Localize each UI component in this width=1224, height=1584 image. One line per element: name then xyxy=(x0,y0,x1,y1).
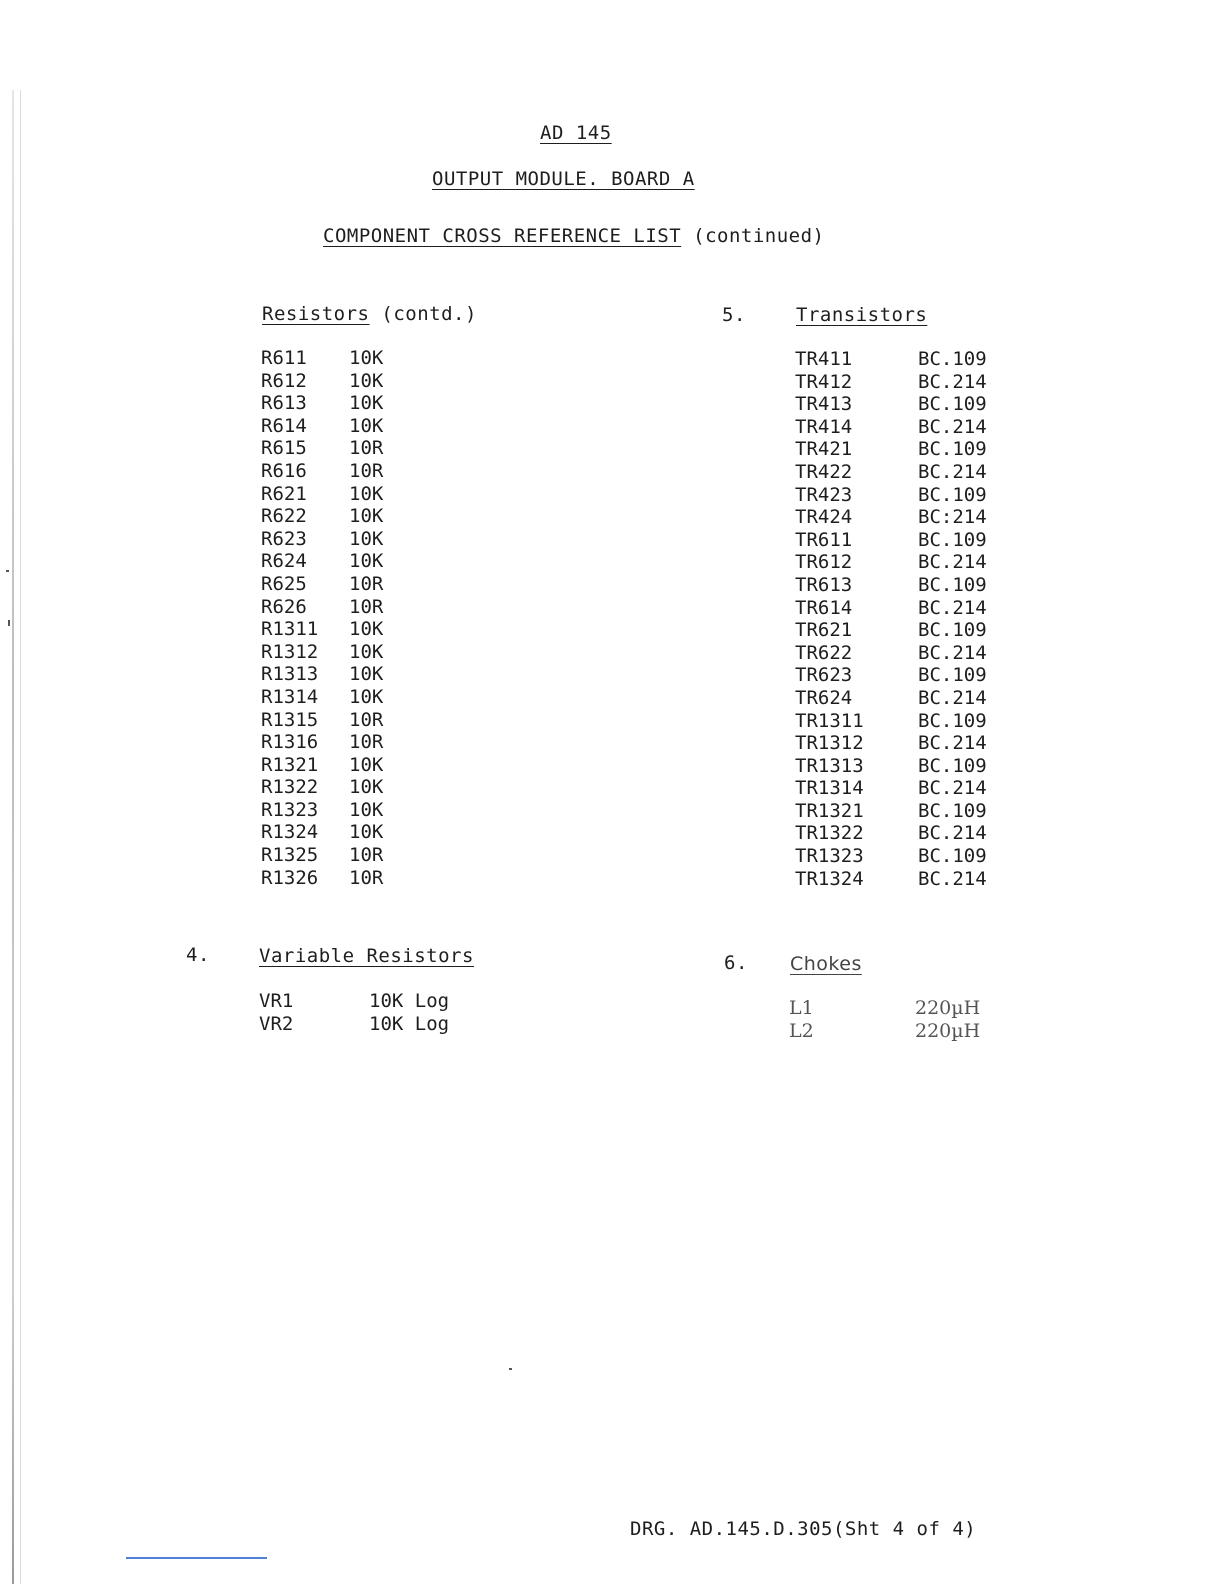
component-ref: TR622 xyxy=(795,641,853,664)
list-item xyxy=(261,370,383,393)
list-item xyxy=(261,663,383,686)
component-ref: R1323 xyxy=(261,798,319,821)
list-item xyxy=(261,776,383,799)
list-title-line xyxy=(323,225,824,247)
chokes-heading: Chokes xyxy=(790,953,862,975)
module-title: OUTPUT MODULE. BOARD A xyxy=(432,168,695,190)
component-ref: TR423 xyxy=(795,483,853,506)
list-item xyxy=(795,619,987,642)
component-value: 10R xyxy=(349,595,384,618)
list-item xyxy=(795,348,987,371)
component-ref: VR2 xyxy=(259,1012,294,1035)
component-value: 10R xyxy=(349,459,384,482)
component-value: BC.214 xyxy=(918,641,987,664)
component-ref: TR1311 xyxy=(795,709,864,732)
component-value: BC.109 xyxy=(918,393,987,416)
component-ref: R615 xyxy=(261,437,307,460)
component-ref: R613 xyxy=(261,392,307,415)
component-ref: R1326 xyxy=(261,866,319,889)
component-ref: R1322 xyxy=(261,776,319,799)
component-value: 220µH xyxy=(915,997,981,1019)
component-ref: TR612 xyxy=(795,551,853,574)
component-ref: R621 xyxy=(261,482,307,505)
list-item xyxy=(261,799,383,822)
component-ref: R1314 xyxy=(261,685,319,708)
component-ref: TR613 xyxy=(795,573,853,596)
component-ref: R614 xyxy=(261,414,307,437)
list-item xyxy=(261,460,383,483)
list-item xyxy=(261,867,383,890)
drawing-reference: DRG. AD.145.D.305(Sht 4 of 4) xyxy=(630,1518,977,1540)
list-item xyxy=(261,392,383,415)
list-item xyxy=(259,990,449,1013)
component-ref: TR1321 xyxy=(795,799,864,822)
component-value: 10K xyxy=(349,550,384,573)
scan-margin-line xyxy=(126,1557,267,1559)
list-item xyxy=(261,437,383,460)
component-ref: TR1312 xyxy=(795,732,864,755)
list-item xyxy=(261,415,383,438)
component-value: 10R xyxy=(349,437,384,460)
component-ref: L1 xyxy=(789,997,814,1019)
component-ref: R624 xyxy=(261,550,307,573)
list-item xyxy=(261,528,383,551)
list-item xyxy=(795,687,987,710)
component-ref: TR421 xyxy=(795,438,853,461)
list-item xyxy=(795,529,987,552)
list-item xyxy=(795,551,987,574)
list-item xyxy=(795,438,987,461)
component-value: BC.109 xyxy=(918,483,987,506)
component-value: BC.214 xyxy=(918,596,987,619)
component-value: BC.109 xyxy=(918,619,987,642)
component-ref: TR1313 xyxy=(795,754,864,777)
list-item xyxy=(261,483,383,506)
component-ref: VR1 xyxy=(259,990,294,1012)
component-value: 10R xyxy=(349,708,384,731)
component-value: BC:214 xyxy=(918,506,987,529)
component-value: 10K xyxy=(349,482,384,505)
component-value: 10R xyxy=(349,572,384,595)
list-item xyxy=(795,868,987,891)
component-ref: TR611 xyxy=(795,528,853,551)
component-value: 10R xyxy=(349,731,384,754)
list-title: COMPONENT CROSS REFERENCE LIST xyxy=(323,225,682,247)
component-ref: R1325 xyxy=(261,844,319,867)
chokes-list xyxy=(789,997,980,1042)
list-item xyxy=(261,347,383,370)
list-item xyxy=(261,821,383,844)
component-ref: L2 xyxy=(789,1019,814,1042)
component-value: 10K Log xyxy=(369,990,450,1012)
list-item xyxy=(795,777,987,800)
component-ref: TR424 xyxy=(795,506,853,529)
list-item xyxy=(795,597,987,620)
list-item xyxy=(259,1013,449,1036)
resistors-heading-suffix: (contd.) xyxy=(381,303,477,325)
component-ref: TR412 xyxy=(795,370,853,393)
component-value: 10K xyxy=(349,663,384,686)
component-value: 10K xyxy=(349,414,384,437)
variable-resistors-heading: Variable Resistors xyxy=(259,945,474,967)
component-value: 10K xyxy=(349,618,384,641)
component-value: BC.214 xyxy=(918,867,987,890)
list-item xyxy=(795,416,987,439)
component-ref: TR1314 xyxy=(795,777,864,800)
component-ref: R622 xyxy=(261,505,307,528)
resistors-heading-line xyxy=(262,303,477,325)
component-value: BC.109 xyxy=(918,348,987,370)
list-item xyxy=(261,686,383,709)
component-value: 10K xyxy=(349,798,384,821)
component-ref: R623 xyxy=(261,527,307,550)
component-value: 10K xyxy=(349,776,384,799)
component-value: BC.214 xyxy=(918,777,987,800)
component-value: BC.109 xyxy=(918,573,987,596)
list-title-suffix: (continued) xyxy=(693,225,825,247)
list-item xyxy=(261,709,383,732)
component-ref: TR624 xyxy=(795,686,853,709)
component-value: BC.109 xyxy=(918,799,987,822)
component-value: 10K Log xyxy=(369,1012,450,1035)
component-ref: TR623 xyxy=(795,664,853,687)
component-ref: R1324 xyxy=(261,821,319,844)
component-value: BC.214 xyxy=(918,370,987,393)
component-ref: TR414 xyxy=(795,415,853,438)
component-ref: R1312 xyxy=(261,640,319,663)
component-ref: TR1324 xyxy=(795,867,864,890)
list-item xyxy=(795,484,987,507)
component-ref: R1315 xyxy=(261,708,319,731)
list-item xyxy=(261,731,383,754)
list-item xyxy=(261,844,383,867)
resistors-heading: Resistors xyxy=(262,303,370,325)
list-item xyxy=(795,664,987,687)
component-ref: TR422 xyxy=(795,460,853,483)
list-item xyxy=(261,754,383,777)
component-value: 10K xyxy=(349,640,384,663)
scan-speck xyxy=(6,570,9,572)
list-item xyxy=(795,845,987,868)
list-item xyxy=(795,800,987,823)
component-ref: R626 xyxy=(261,595,307,618)
component-value: BC.109 xyxy=(918,845,987,868)
chokes-number: 6. xyxy=(724,952,748,974)
list-item xyxy=(789,1020,980,1043)
component-value: 10K xyxy=(349,505,384,528)
component-ref: R625 xyxy=(261,572,307,595)
list-item xyxy=(789,997,980,1020)
component-ref: TR614 xyxy=(795,596,853,619)
variable-resistors-list xyxy=(259,990,449,1035)
list-item xyxy=(795,642,987,665)
component-value: BC.214 xyxy=(918,822,987,845)
transistors-list xyxy=(795,348,987,890)
component-ref: R1313 xyxy=(261,663,319,686)
list-item xyxy=(795,732,987,755)
component-value: 10K xyxy=(349,369,384,392)
scan-edge-line xyxy=(12,90,14,1584)
list-item xyxy=(795,755,987,778)
component-ref: R1321 xyxy=(261,753,319,776)
list-item xyxy=(795,371,987,394)
list-item xyxy=(261,618,383,641)
transistors-heading: Transistors xyxy=(796,304,928,326)
component-value: BC.109 xyxy=(918,438,987,461)
component-ref: TR411 xyxy=(795,348,853,370)
scan-edge-line-inner xyxy=(20,90,21,1584)
transistors-number: 5. xyxy=(722,304,746,326)
list-item xyxy=(795,506,987,529)
component-ref: R1311 xyxy=(261,618,319,641)
component-value: BC.109 xyxy=(918,664,987,687)
list-item xyxy=(261,596,383,619)
component-value: 10K xyxy=(349,527,384,550)
component-ref: R612 xyxy=(261,369,307,392)
list-item xyxy=(795,710,987,733)
list-item xyxy=(795,574,987,597)
component-value: BC.214 xyxy=(918,732,987,755)
component-value: BC.109 xyxy=(918,528,987,551)
list-item xyxy=(795,461,987,484)
component-value: 10K xyxy=(349,347,384,369)
component-value: 10R xyxy=(349,844,384,867)
list-item xyxy=(795,822,987,845)
component-value: BC.109 xyxy=(918,754,987,777)
component-value: BC.109 xyxy=(918,709,987,732)
variable-resistors-number: 4. xyxy=(186,944,210,966)
list-item xyxy=(261,641,383,664)
list-item xyxy=(261,505,383,528)
component-value: 10K xyxy=(349,753,384,776)
list-item xyxy=(795,393,987,416)
component-value: 10K xyxy=(349,685,384,708)
component-value: 10K xyxy=(349,392,384,415)
scan-speck xyxy=(509,1368,512,1370)
component-value: 10R xyxy=(349,866,384,889)
component-value: BC.214 xyxy=(918,551,987,574)
component-ref: TR1323 xyxy=(795,845,864,868)
component-value: 10K xyxy=(349,821,384,844)
list-item xyxy=(261,550,383,573)
resistors-list xyxy=(261,347,383,889)
component-ref: TR621 xyxy=(795,619,853,642)
component-value: BC.214 xyxy=(918,415,987,438)
model-title: AD 145 xyxy=(540,122,612,144)
list-item xyxy=(261,573,383,596)
component-ref: TR1322 xyxy=(795,822,864,845)
component-ref: R611 xyxy=(261,347,307,369)
component-ref: R616 xyxy=(261,459,307,482)
component-value: 220µH xyxy=(915,1019,981,1042)
component-ref: R1316 xyxy=(261,731,319,754)
component-ref: TR413 xyxy=(795,393,853,416)
component-value: BC.214 xyxy=(918,686,987,709)
scan-speck xyxy=(8,620,10,626)
component-value: BC.214 xyxy=(918,460,987,483)
